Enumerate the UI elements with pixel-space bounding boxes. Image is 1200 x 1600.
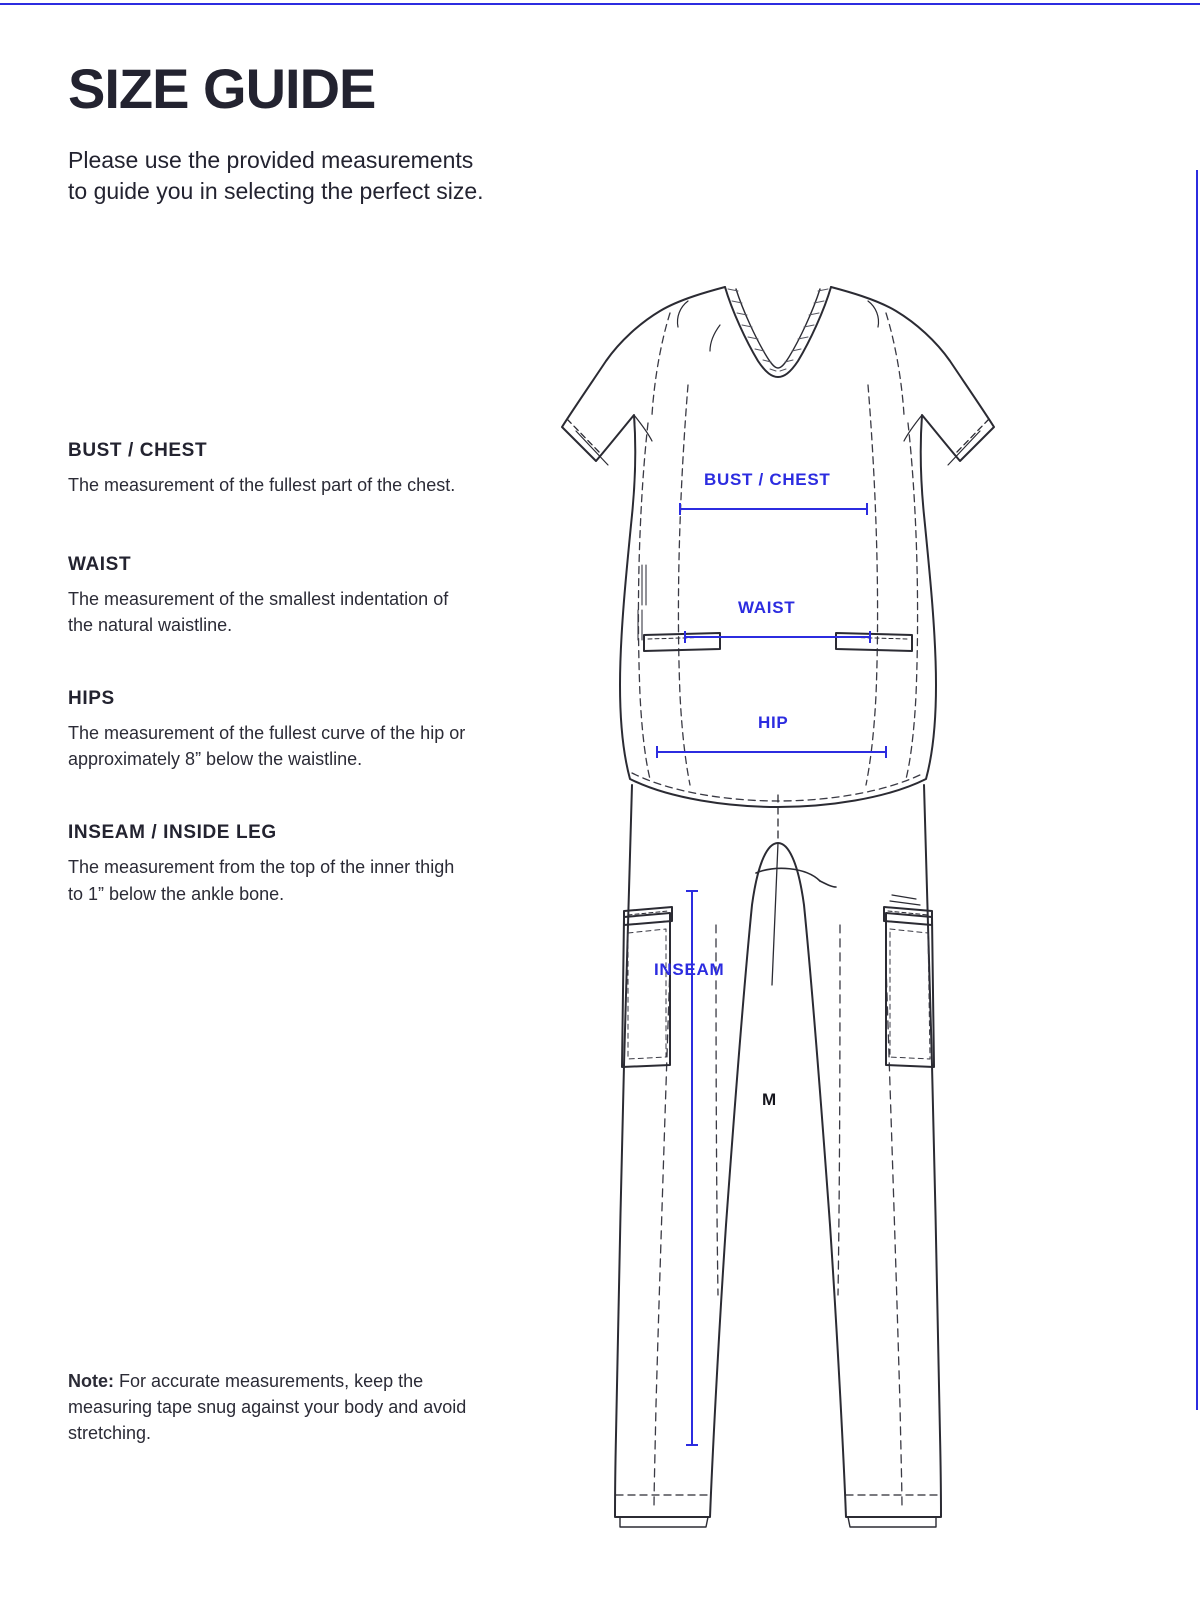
definition-description: The measurement from the top of the inner thigh to 1” below the ankle bone. xyxy=(68,857,455,904)
definition-item-waist xyxy=(68,554,518,638)
definition-term: WAIST xyxy=(68,554,132,576)
header-block xyxy=(68,57,518,206)
intro-text: Please use the provided measurements to guide you in selecting the perfect size. xyxy=(68,146,484,204)
measurement-label-inseam: INSEAM xyxy=(654,960,725,979)
page-title: SIZE GUIDE xyxy=(68,57,376,120)
size-marker-label: M xyxy=(762,1090,777,1109)
definition-term: BUST / CHEST xyxy=(68,440,208,461)
note-label: Note: xyxy=(68,1371,114,1391)
garment-illustration xyxy=(520,265,1040,1540)
right-accent-rule xyxy=(1196,170,1198,1410)
definition-item-hips xyxy=(68,688,518,772)
measurement-label-waist: WAIST xyxy=(738,598,796,617)
top-accent-rule xyxy=(0,3,1200,5)
definition-description: The measurement of the smallest indentation of the natural waistline. xyxy=(68,589,449,636)
definition-list xyxy=(68,440,518,907)
measurement-label-bust: BUST / CHEST xyxy=(704,470,831,489)
definition-item-inseam xyxy=(68,822,518,906)
definition-term: INSEAM / INSIDE LEG xyxy=(68,822,277,844)
definition-description: The measurement of the fullest curve of the hip or approximately 8” below the waistline. xyxy=(68,723,466,770)
definition-description: The measurement of the fullest part of the chest. xyxy=(68,475,456,495)
definition-item-bust xyxy=(68,440,518,498)
note-text: For accurate measurements, keep the measuring tape snug against your body and avoid stretching. xyxy=(68,1371,467,1444)
definition-term: HIPS xyxy=(68,688,115,710)
measurement-label-hip: HIP xyxy=(758,713,789,732)
scrub-set-line-drawing xyxy=(520,265,1040,1540)
note-block xyxy=(68,1368,468,1446)
